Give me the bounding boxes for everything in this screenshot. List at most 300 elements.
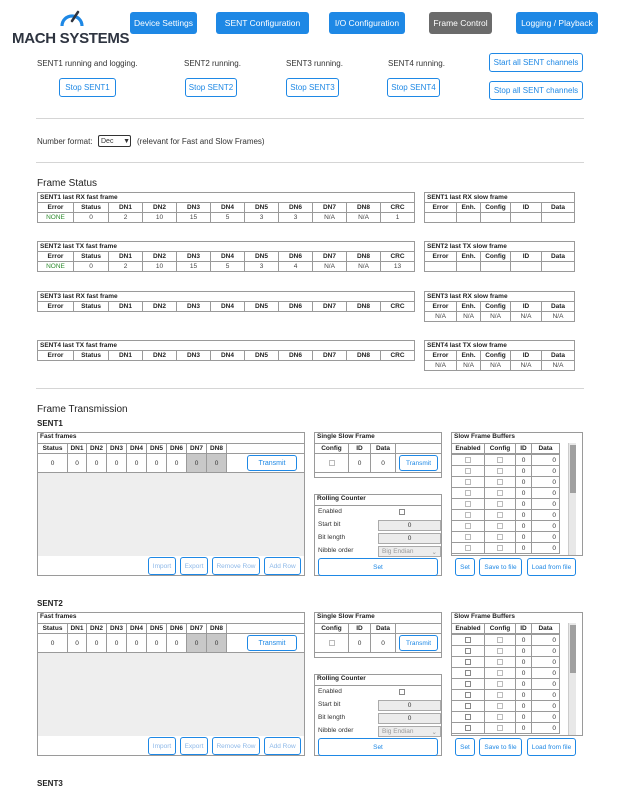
buffer-enabled-checkbox[interactable]: [465, 714, 471, 720]
add-row-button[interactable]: Add Row: [264, 557, 301, 575]
slow-transmit-button[interactable]: Transmit: [399, 635, 438, 651]
fast-frame-value[interactable]: 0: [106, 633, 127, 653]
fast-frame-value[interactable]: 0: [67, 633, 87, 653]
column-header: DN4: [126, 623, 147, 634]
column-header: Data: [542, 302, 575, 312]
column-header: Error: [38, 203, 74, 213]
slow-transmit-button[interactable]: Transmit: [399, 455, 438, 471]
fast-frame-value[interactable]: 0: [166, 453, 187, 473]
column-header: DN1: [109, 302, 143, 312]
single-slow-frame-title: Single Slow Frame: [317, 613, 375, 620]
frame-transmission-title: Frame Transmission: [37, 404, 128, 415]
buffer-data-value[interactable]: 0: [531, 509, 560, 521]
column-header: DN6: [279, 252, 313, 262]
table-caption: SENT2 last TX slow frame: [425, 242, 575, 252]
buffer-enabled-checkbox[interactable]: [465, 681, 471, 687]
buffer-data-value[interactable]: 0: [531, 520, 560, 532]
rolling-bit-length-label: Bit length: [318, 534, 346, 541]
column-header: DN7: [313, 302, 347, 312]
buffer-enabled-checkbox[interactable]: [465, 725, 471, 731]
cell-value: [481, 213, 511, 223]
buffer-data-value[interactable]: 0: [531, 689, 560, 701]
divider: [36, 162, 584, 163]
column-header: Error: [425, 252, 457, 262]
import-button[interactable]: Import: [148, 557, 176, 575]
fast-frame-value[interactable]: 0: [146, 633, 167, 653]
cell-value: 3: [279, 213, 313, 223]
buffer-data-value[interactable]: 0: [531, 454, 560, 466]
column-header: Status: [74, 203, 109, 213]
column-header: Data: [370, 443, 396, 454]
column-header: DN6: [166, 623, 187, 634]
buffer-data-value[interactable]: 0: [531, 498, 560, 510]
buffer-enabled-checkbox[interactable]: [465, 457, 471, 463]
buffer-data-value[interactable]: 0: [531, 476, 560, 488]
buffer-config-checkbox[interactable]: [497, 681, 503, 687]
column-header: Error: [425, 351, 457, 361]
column-header: DN4: [211, 302, 245, 312]
buffer-id-value[interactable]: 0: [515, 476, 532, 488]
buffer-config-checkbox[interactable]: [497, 648, 503, 654]
fast-frame-value[interactable]: 0: [186, 633, 207, 653]
cell-value: [511, 262, 542, 272]
chevron-down-icon: ⌄: [431, 548, 437, 556]
rolling-start-bit-input[interactable]: 0: [378, 700, 441, 711]
cell-value: [425, 213, 457, 223]
buffer-config-checkbox[interactable]: [497, 512, 503, 518]
cell-value: [457, 262, 481, 272]
column-header: Status: [74, 252, 109, 262]
buffer-id-value[interactable]: 0: [515, 700, 532, 712]
column-header: Config: [481, 203, 511, 213]
save-to-file-button[interactable]: Save to file: [479, 738, 522, 756]
buffer-enabled-checkbox[interactable]: [465, 479, 471, 485]
buffer-config-checkbox[interactable]: [497, 714, 503, 720]
buffer-enabled-checkbox[interactable]: [465, 670, 471, 676]
buffer-id-value[interactable]: 0: [515, 722, 532, 734]
column-header: Status: [74, 351, 109, 361]
buffer-id-value[interactable]: 0: [515, 509, 532, 521]
buffer-data-value[interactable]: 0: [531, 667, 560, 679]
column-header: DN5: [146, 443, 167, 454]
import-button[interactable]: Import: [148, 737, 176, 755]
rolling-enabled-checkbox[interactable]: [399, 689, 405, 695]
column-header: CRC: [381, 252, 415, 262]
nibble-order-value: Big Endian: [382, 548, 414, 555]
buffer-id-value[interactable]: 0: [515, 498, 532, 510]
column-header: DN1: [67, 443, 87, 454]
buffer-config-checkbox[interactable]: [497, 490, 503, 496]
column-header: DN5: [245, 351, 279, 361]
cell-value: N/A: [542, 361, 575, 371]
column-header: Config: [484, 443, 516, 454]
load-from-file-button[interactable]: Load from file: [527, 738, 576, 756]
cell-value: N/A: [347, 213, 381, 223]
column-header: Data: [531, 623, 560, 634]
cell-value: 10: [143, 262, 177, 272]
divider: [315, 685, 441, 686]
cell-value: 0: [74, 213, 109, 223]
cell-value: [481, 262, 511, 272]
rolling-bit-length-input[interactable]: 0: [378, 533, 441, 544]
slow-frame-buffers-title: Slow Frame Buffers: [454, 433, 516, 440]
divider: [315, 505, 441, 506]
buffer-id-value[interactable]: 0: [515, 645, 532, 657]
buffer-scrollbar[interactable]: [568, 443, 576, 555]
column-header: DN6: [279, 302, 313, 312]
fast-frame-value[interactable]: 0: [186, 453, 207, 473]
fast-frame-status-table: [37, 192, 415, 223]
column-header: DN7: [186, 623, 207, 634]
table-caption: SENT2 last TX fast frame: [38, 242, 415, 252]
number-format-note: (relevant for Fast and Slow Frames): [137, 137, 265, 146]
buffer-data-value[interactable]: 0: [531, 711, 560, 723]
buffer-id-value[interactable]: 0: [515, 454, 532, 466]
fast-frame-value[interactable]: 0: [86, 633, 107, 653]
buffer-enabled-checkbox[interactable]: [465, 534, 471, 540]
cell-value: N/A: [481, 361, 511, 371]
column-header: DN8: [206, 623, 227, 634]
buffer-data-value[interactable]: 0: [531, 645, 560, 657]
buffer-enabled-checkbox[interactable]: [465, 637, 471, 643]
cell-value: NONE: [38, 213, 74, 223]
column-header: ID: [511, 203, 542, 213]
column-header: Enabled: [451, 443, 485, 454]
column-header: Enh.: [457, 302, 481, 312]
buffer-id-value[interactable]: 0: [515, 465, 532, 477]
column-header: DN4: [211, 351, 245, 361]
fast-frame-value[interactable]: 0: [106, 453, 127, 473]
column-header: Data: [542, 203, 575, 213]
sent3-transmission-heading: SENT3: [37, 779, 63, 788]
buffer-config-checkbox[interactable]: [497, 637, 503, 643]
cell-value: [425, 262, 457, 272]
slow-id-value[interactable]: 0: [348, 453, 371, 473]
buffer-config-checkbox[interactable]: [497, 501, 503, 507]
buffer-data-value[interactable]: 0: [531, 656, 560, 668]
remove-row-button[interactable]: Remove Row: [212, 737, 260, 755]
buffer-id-value[interactable]: 0: [515, 711, 532, 723]
cell-value: N/A: [542, 312, 575, 322]
nav-logging-playback[interactable]: Logging / Playback: [516, 12, 598, 34]
buffer-config-checkbox[interactable]: [497, 468, 503, 474]
column-header: Data: [542, 252, 575, 262]
stop-sent2-button[interactable]: Stop SENT2: [185, 78, 237, 97]
column-header: Data: [542, 351, 575, 361]
rolling-bit-length-input[interactable]: 0: [378, 713, 441, 724]
fast-frame-value[interactable]: 0: [206, 633, 227, 653]
column-header: DN3: [177, 302, 211, 312]
column-header: DN8: [206, 443, 227, 454]
buffer-enabled-checkbox[interactable]: [465, 659, 471, 665]
nav-frame-control[interactable]: Frame Control: [429, 12, 492, 34]
buffer-config-checkbox[interactable]: [497, 703, 503, 709]
config-checkbox[interactable]: [329, 640, 335, 646]
fast-frame-value[interactable]: 0: [146, 453, 167, 473]
buffer-id-value[interactable]: 0: [515, 531, 532, 543]
column-header: ID: [515, 623, 532, 634]
buffer-id-value[interactable]: 0: [515, 520, 532, 532]
buffer-data-value[interactable]: 0: [531, 722, 560, 734]
column-header: DN5: [146, 623, 167, 634]
buffer-data-value[interactable]: 0: [531, 700, 560, 712]
column-header: Enh.: [457, 351, 481, 361]
sent2-status-text: SENT2 running.: [184, 59, 241, 68]
buffer-id-value[interactable]: 0: [515, 542, 532, 554]
fast-frame-value[interactable]: 0: [67, 453, 87, 473]
column-header: DN2: [86, 623, 107, 634]
channel-heading: SENT2: [37, 599, 63, 608]
column-header: DN2: [143, 302, 177, 312]
slow-data-value[interactable]: 0: [370, 453, 396, 473]
column-header: CRC: [381, 351, 415, 361]
buffers-set-button[interactable]: Set: [455, 738, 475, 756]
buffer-config-checkbox[interactable]: [497, 457, 503, 463]
remove-row-button[interactable]: Remove Row: [212, 557, 260, 575]
divider: [36, 388, 584, 389]
rolling-nibble-label: Nibble order: [318, 727, 354, 734]
rolling-start-bit-input[interactable]: 0: [378, 520, 441, 531]
buffer-data-value[interactable]: 0: [531, 634, 560, 646]
buffer-enabled-cell: [451, 722, 485, 734]
nav-sent-configuration[interactable]: SENT Configuration: [216, 12, 309, 34]
start-all-sent-button[interactable]: Start all SENT channels: [489, 53, 583, 72]
column-header: DN5: [245, 203, 279, 213]
cell-value: 15: [177, 213, 211, 223]
column-header: Config: [314, 623, 349, 634]
stop-sent3-button[interactable]: Stop SENT3: [286, 78, 339, 97]
buffer-id-value[interactable]: 0: [515, 487, 532, 499]
buffer-id-value[interactable]: 0: [515, 667, 532, 679]
rolling-enabled-checkbox[interactable]: [399, 509, 405, 515]
buffer-enabled-checkbox[interactable]: [465, 490, 471, 496]
column-header: DN1: [109, 351, 143, 361]
cell-value: N/A: [457, 361, 481, 371]
table-caption: SENT3 last RX fast frame: [38, 292, 415, 302]
export-button[interactable]: Export: [180, 557, 208, 575]
buffer-id-value[interactable]: 0: [515, 678, 532, 690]
column-header: Status: [37, 623, 68, 634]
column-header: DN7: [313, 252, 347, 262]
fast-frame-value[interactable]: 0: [166, 633, 187, 653]
column-header: CRC: [381, 203, 415, 213]
cell-value: 1: [381, 213, 415, 223]
buffer-config-checkbox[interactable]: [497, 479, 503, 485]
scrollbar-thumb[interactable]: [570, 445, 576, 493]
sent1-status-text: SENT1 running and logging.: [37, 59, 138, 68]
cell-value: 2: [109, 262, 143, 272]
fast-frame-value[interactable]: 0: [37, 453, 68, 473]
column-header: DN6: [279, 351, 313, 361]
config-checkbox[interactable]: [329, 460, 335, 466]
column-header: DN8: [347, 203, 381, 213]
rolling-start-bit-label: Start bit: [318, 701, 341, 708]
cell-value: N/A: [425, 312, 457, 322]
buffer-data-value[interactable]: 0: [531, 465, 560, 477]
stop-sent1-button[interactable]: Stop SENT1: [59, 78, 116, 97]
column-header: Config: [481, 252, 511, 262]
number-format-select[interactable]: [98, 135, 131, 147]
column-header: DN5: [245, 252, 279, 262]
cell-value: [457, 213, 481, 223]
column-header: Config: [484, 623, 516, 634]
column-header: Data: [370, 623, 396, 634]
cell-value: NONE: [38, 262, 74, 272]
chevron-down-icon: ▼: [123, 137, 130, 145]
cell-value: 2: [109, 213, 143, 223]
rolling-set-button[interactable]: Set: [318, 738, 438, 756]
column-header: Status: [74, 302, 109, 312]
cell-value: N/A: [425, 361, 457, 371]
cell-value: [542, 262, 575, 272]
buffer-enabled-checkbox[interactable]: [465, 523, 471, 529]
buffer-enabled-checkbox[interactable]: [465, 545, 471, 551]
column-header: ID: [511, 302, 542, 312]
column-header: DN2: [86, 443, 107, 454]
cell-value: 13: [381, 262, 415, 272]
cell-value: N/A: [347, 262, 381, 272]
column-header: DN6: [279, 203, 313, 213]
column-header: DN5: [245, 302, 279, 312]
slow-data-value[interactable]: 0: [370, 633, 396, 653]
fast-frame-value[interactable]: 0: [86, 453, 107, 473]
channel-heading: SENT1: [37, 419, 63, 428]
fast-frames-title: Fast frames: [40, 433, 77, 440]
nibble-order-select[interactable]: [378, 726, 441, 737]
fast-frame-status-table: [37, 340, 415, 361]
buffer-id-value[interactable]: 0: [515, 689, 532, 701]
column-header: Config: [314, 443, 349, 454]
rolling-enabled-label: Enabled: [318, 508, 342, 515]
column-header: ID: [515, 443, 532, 454]
sent3-status-text: SENT3 running.: [286, 59, 343, 68]
buffer-enabled-cell: [451, 542, 485, 554]
column-header: DN6: [166, 443, 187, 454]
table-caption: SENT3 last RX slow frame: [425, 292, 575, 302]
column-header: DN8: [347, 351, 381, 361]
cell-value: N/A: [511, 312, 542, 322]
scrollbar-thumb[interactable]: [570, 625, 576, 673]
rolling-start-bit-label: Start bit: [318, 521, 341, 528]
load-from-file-button[interactable]: Load from file: [527, 558, 576, 576]
rolling-nibble-label: Nibble order: [318, 547, 354, 554]
buffer-data-value[interactable]: 0: [531, 487, 560, 499]
column-header: DN7: [313, 351, 347, 361]
column-header: DN8: [347, 252, 381, 262]
fast-frames-empty-area: [38, 653, 304, 736]
slow-id-value[interactable]: 0: [348, 633, 371, 653]
buffer-config-checkbox[interactable]: [497, 670, 503, 676]
fast-frame-value[interactable]: 0: [126, 453, 147, 473]
table-caption: SENT4 last TX fast frame: [38, 341, 415, 351]
column-header: Error: [38, 302, 74, 312]
buffer-enabled-checkbox[interactable]: [465, 501, 471, 507]
stop-all-sent-button[interactable]: Stop all SENT channels: [489, 81, 583, 100]
slow-frame-status-table: [424, 340, 575, 371]
slow-frame-status-table: [424, 241, 575, 272]
buffer-data-value[interactable]: 0: [531, 531, 560, 543]
fast-frame-value[interactable]: 0: [206, 453, 227, 473]
buffer-enabled-checkbox[interactable]: [465, 703, 471, 709]
column-header: Enh.: [457, 252, 481, 262]
table-caption: SENT1 last RX fast frame: [38, 193, 415, 203]
buffer-config-checkbox[interactable]: [497, 523, 503, 529]
buffer-config-checkbox[interactable]: [497, 545, 503, 551]
number-format-label: Number format:: [37, 137, 93, 146]
buffer-config-checkbox[interactable]: [497, 659, 503, 665]
column-header: DN1: [109, 252, 143, 262]
brand-name: MACH SYSTEMS: [12, 30, 130, 47]
save-to-file-button[interactable]: Save to file: [479, 558, 522, 576]
buffer-config-checkbox[interactable]: [497, 534, 503, 540]
column-header: DN3: [177, 252, 211, 262]
nav-device-settings[interactable]: Device Settings: [130, 12, 197, 34]
fast-transmit-button[interactable]: Transmit: [247, 635, 297, 651]
cell-value: [511, 213, 542, 223]
buffer-config-checkbox[interactable]: [497, 725, 503, 731]
cell-value: 5: [211, 213, 245, 223]
column-header: Error: [38, 351, 74, 361]
cell-value: 3: [245, 262, 279, 272]
buffer-id-value[interactable]: 0: [515, 656, 532, 668]
frame-status-title: Frame Status: [37, 178, 98, 189]
add-row-button[interactable]: Add Row: [264, 737, 301, 755]
buffer-enabled-checkbox[interactable]: [465, 512, 471, 518]
slow-config-cell: [314, 453, 349, 473]
column-header: DN8: [347, 302, 381, 312]
buffer-id-value[interactable]: 0: [515, 634, 532, 646]
buffer-enabled-checkbox[interactable]: [465, 468, 471, 474]
buffer-enabled-checkbox[interactable]: [465, 648, 471, 654]
buffers-set-button[interactable]: Set: [455, 558, 475, 576]
fast-frames-empty-area: [38, 473, 304, 556]
nibble-order-value: Big Endian: [382, 728, 414, 735]
buffer-enabled-checkbox[interactable]: [465, 692, 471, 698]
buffer-data-value[interactable]: 0: [531, 542, 560, 554]
export-button[interactable]: Export: [180, 737, 208, 755]
column-header: Error: [425, 302, 457, 312]
fast-frame-status-table: [37, 241, 415, 272]
cell-value: N/A: [313, 262, 347, 272]
rolling-set-button[interactable]: Set: [318, 558, 438, 576]
cell-value: N/A: [457, 312, 481, 322]
nav-io-configuration[interactable]: I/O Configuration: [329, 12, 405, 34]
column-header: ID: [511, 351, 542, 361]
column-header: DN3: [106, 443, 127, 454]
fast-frame-status-table: [37, 291, 415, 312]
cell-value: [542, 213, 575, 223]
column-header: DN4: [211, 203, 245, 213]
column-header: DN3: [177, 203, 211, 213]
cell-value: 0: [74, 262, 109, 272]
nibble-order-select[interactable]: [378, 546, 441, 557]
number-format-value: Dec: [101, 137, 114, 145]
buffer-config-checkbox[interactable]: [497, 692, 503, 698]
slow-frame-buffers-title: Slow Frame Buffers: [454, 613, 516, 620]
buffer-data-value[interactable]: 0: [531, 678, 560, 690]
fast-frame-value[interactable]: 0: [37, 633, 68, 653]
column-header: DN7: [186, 443, 207, 454]
column-header: Data: [531, 443, 560, 454]
buffer-scrollbar[interactable]: [568, 623, 576, 735]
rolling-counter-title: Rolling Counter: [317, 495, 366, 502]
fast-transmit-button[interactable]: Transmit: [247, 455, 297, 471]
fast-frame-value[interactable]: 0: [126, 633, 147, 653]
column-header: Config: [481, 351, 511, 361]
column-header: DN3: [177, 351, 211, 361]
stop-sent4-button[interactable]: Stop SENT4: [387, 78, 440, 97]
gauge-icon: [59, 7, 85, 29]
